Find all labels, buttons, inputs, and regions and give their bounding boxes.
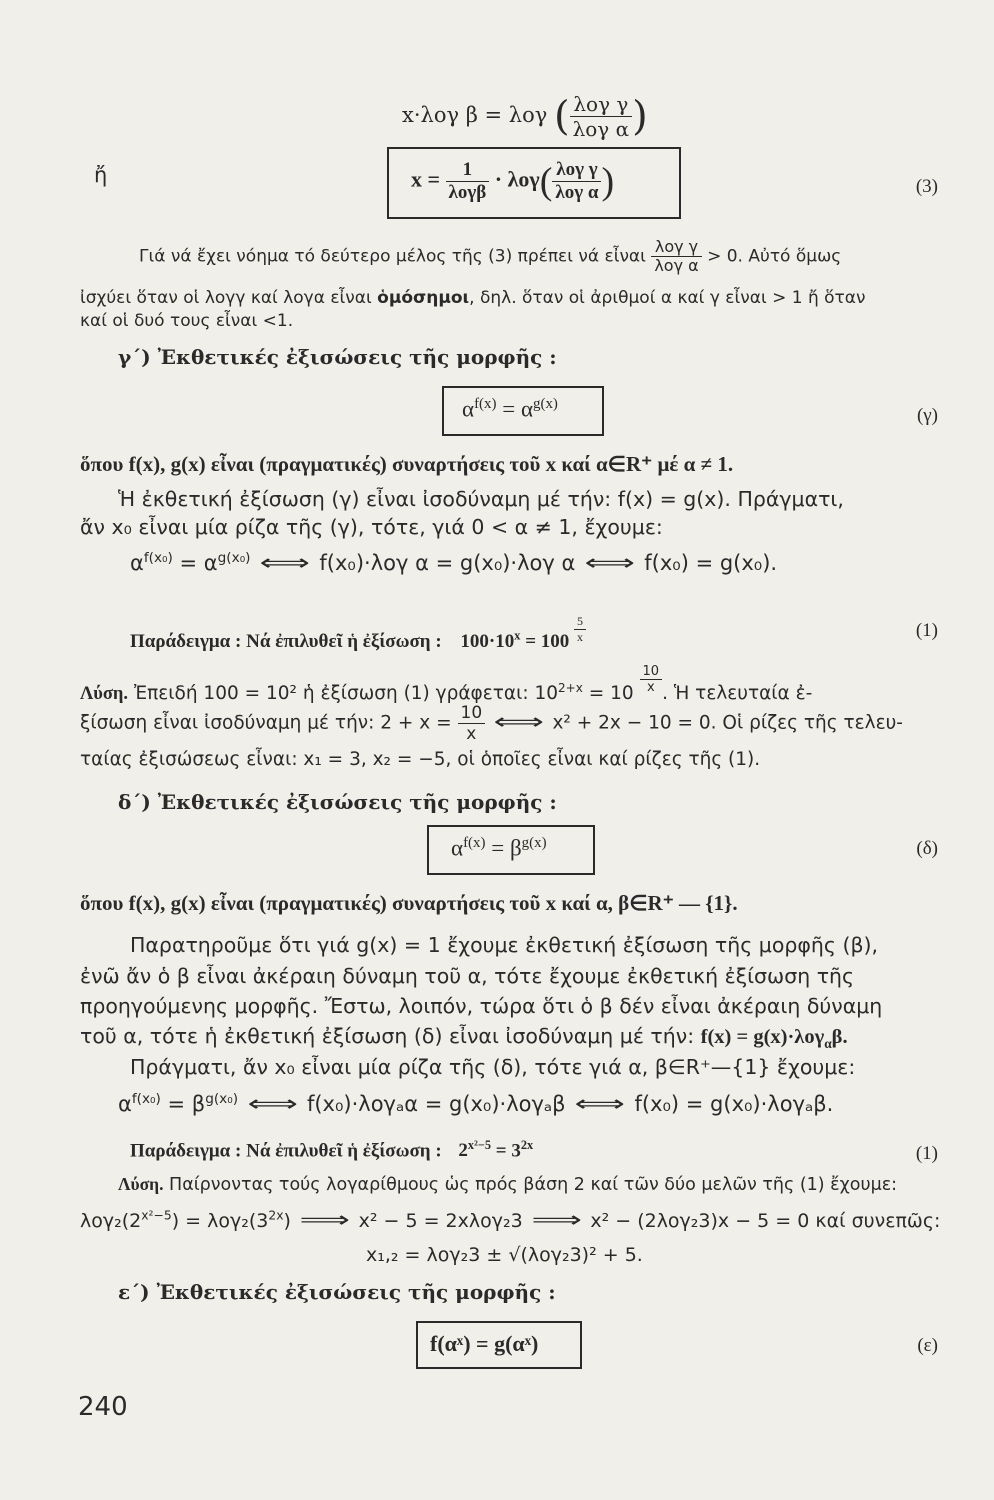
fraction-numerator: 10 [458,703,486,724]
solution-2b: ) = λογ₂(3 [171,1210,269,1232]
eq-d-exp2: g(x₀) [205,1091,239,1107]
top-equation-text: x·λογ β = λογ [402,103,548,127]
eq-g-exp2: g(x₀) [217,550,251,566]
section-g-solution-line-1 [80,664,812,705]
section-d-solution-line-2 [80,1208,940,1233]
equation-number-g: (γ) [916,405,938,426]
box-g-mid: = α [496,396,533,422]
fraction-numerator: λογ γ [570,92,633,117]
paragraph-1-line-3: καί οἱ δυό τους εἶναι <1. [80,311,294,331]
example-label: Παράδειγμα : [130,1140,242,1162]
box-d-exp2: g(x) [521,835,547,851]
fraction-denominator: x [646,680,655,695]
example-text: Νά ἐπιλυθεῖ ἡ ἐξίσωση : [246,1140,442,1162]
equivalence-arrow-icon: ⟺ [584,551,636,576]
solution-text-1: Ἐπειδή 100 = 10² ἡ ἐξίσωση (1) γράφεται: 10 [133,683,558,704]
fraction-numerator: λογ γ [651,238,701,257]
fraction-numerator: 10 [640,664,663,680]
example-rhs: = 100 [520,631,570,652]
section-e-title: ε΄) Ἐκθετικές ἐξισώσεις τῆς μορφῆς : [118,1280,556,1304]
solution-label: Λύση. [80,684,129,704]
solution-2a: λογ₂(2 [80,1210,142,1232]
para1-text-b: > 0. Αὐτό ὅμως [707,246,842,267]
para1-text-a: Γιά νά ἔχει νόημα τό δεύτερο μέλος τῆς (3) πρέπει νά εἶναι [139,246,646,267]
eq-d-base1: α [118,1092,132,1116]
section-d-paragraph-5: Πράγματι, ἄν x₀ εἶναι μία ρίζα τῆς (δ), τότε γιά α, β∈R⁺—{1} ἔχουμε: [130,1055,856,1079]
boxed3-lhs: x = [411,166,441,192]
example-base1: 2 [458,1140,468,1162]
eq-g-middle: f(x₀)·λογ α = g(x₀)·λογ α [319,551,576,575]
equation-number-e: (ε) [917,1335,938,1356]
section-d-paragraph-2: ἐνῶ ἄν ὁ β εἶναι ἀκέραιη δύναμη τοῦ α, τότε ἔχουμε ἐκθετική ἐξίσωση τῆς [80,964,855,988]
para1-text-d: , δηλ. ὅταν οἱ ἀριθμοί α καί γ εἶναι > 1 ἤ ὅταν [469,288,866,308]
equation-number-example-g: (1) [915,620,938,641]
para-d4-bold: f(x) = g(x)·λογ [700,1026,825,1048]
solution-2c: ) [283,1210,291,1232]
implies-arrow-icon: ⟹ [531,1208,582,1233]
equivalence-arrow-icon: ⟺ [574,1092,626,1117]
solution-2d: x² − 5 = 2xλογ₂3 [358,1210,523,1232]
box-d-base1: α [451,835,464,861]
section-d-paragraph-1: Παρατηροῦμε ὅτι γιά g(x) = 1 ἔχουμε ἐκθετική ἐξίσωση τῆς μορφῆς (β), [130,933,879,957]
section-d-example [130,1138,533,1162]
section-g-solution-line-3: ταίας ἐξισώσεως εἶναι: x₁ = 3, x₂ = −5, οἱ ὁποῖες εἶναι καί ρίζες τῆς (1). [80,749,761,770]
fraction-numerator: 1 [446,159,490,182]
section-d-solution-line-1 [118,1174,897,1195]
solution-text-2a: ξίσωση εἶναι ἰσοδύναμη μέ τήν: 2 + x = [80,712,452,734]
fraction-numerator: λογ γ [552,159,601,182]
box-d-exp1: f(x) [463,835,486,851]
eq-g-exp1: f(x₀) [143,550,173,566]
section-g-solution-line-2 [80,703,903,744]
eq-g-base1: α [130,551,144,575]
equation-number-d: (δ) [916,838,938,859]
implies-arrow-icon: ⟹ [299,1208,350,1233]
top-equation-fraction [570,92,633,141]
fraction-denominator: x [577,630,584,644]
solution-2-exp2: 2x [268,1208,284,1223]
box-g-base1: α [462,396,475,422]
paragraph-1-line-1 [139,238,841,275]
box-g-exp2: g(x) [533,396,558,412]
boxed3-fraction2 [552,159,601,204]
section-g-paragraph-1: Ἡ ἐκθετική ἐξίσωση (γ) εἶναι ἰσοδύναμη μέ τήν: f(x) = g(x). Πράγματι, [118,487,844,511]
para1-bold-word: ὁμόσημοι [377,288,470,308]
boxed3-fraction [446,159,490,204]
eq-d-mid: = β [160,1092,206,1116]
fraction-denominator: x [466,724,477,744]
eq-d-result: f(x₀) = g(x₀)·λογₐβ. [634,1092,834,1116]
example-exp1: x²−5 [467,1138,492,1152]
solution-label: Λύση. [118,1174,164,1194]
boxed-equation-3: x = $\frac{1}{\text{λογβ}}$ · λογ( $\frac{\text{λογ γ}}{\text{λογ α}}$ ) [387,147,681,219]
equivalence-arrow-icon: ⟺ [259,551,311,576]
equation-number-3: (3) [915,176,938,197]
boxed-equation-g [442,386,604,436]
section-d-solution-line-3: x₁,₂ = λογ₂3 ± √(λογ₂3)² + 5. [366,1244,643,1266]
solution-exp-1: 2+x [558,680,583,695]
section-d-equivalence [118,1091,833,1117]
para-d4-text: τοῦ α, τότε ἡ ἐκθετική ἐξίσωση (δ) εἶναι ἰσοδύναμη μέ τήν: [80,1024,695,1048]
equation-number-example-d: (1) [915,1143,938,1164]
para-d4-sub: α [824,1036,832,1052]
fraction-denominator: λογβ [448,182,487,203]
example-exponent: x [514,628,521,643]
section-d-where: ὅπου f(x), g(x) εἶναι (πραγματικές) συναρτήσεις τοῦ x καί α, β∈R⁺ — {1}. [80,891,738,915]
example-exp2: 2x [520,1138,534,1152]
or-word: ἤ [94,163,108,187]
eq-g-result: f(x₀) = g(x₀). [644,551,778,575]
solution-2e: x² − (2λογ₂3)x − 5 = 0 καί συνεπῶς: [590,1210,941,1232]
box-d-mid: = β [485,835,522,861]
eq-d-exp1: f(x₀) [131,1091,161,1107]
section-g-example [130,614,586,653]
fraction-denominator: λογ α [572,117,630,141]
eq-g-mid: = α [172,551,218,575]
boxed3-mid: · λογ [494,166,540,192]
solution-text-1: Παίρνοντας τούς λογαρίθμους ὡς πρός βάση 2 καί τῶν δύο μελῶν τῆς (1) ἔχουμε: [169,1175,898,1195]
equivalence-arrow-icon: ⟺ [247,1092,298,1117]
section-g-equivalence [130,550,777,576]
solution-fraction [458,703,486,744]
boxed-equation-d [427,825,595,875]
eq-d-middle: f(x₀)·λογₐα = g(x₀)·λογₐβ [306,1092,566,1116]
solution-end-1: . Ἡ τελευταία ἐ- [662,683,813,704]
section-d-title: δ΄) Ἐκθετικές ἐξισώσεις τῆς μορφῆς : [118,790,557,814]
solution-text-2b: x² + 2x − 10 = 0. Οἱ ρίζες τῆς τελευ- [552,712,903,734]
box-g-exp1: f(x) [474,396,497,412]
solution-2-exp1: x²−5 [141,1208,172,1223]
section-g-paragraph-2: ἄν x₀ εἶναι μία ρίζα τῆς (γ), τότε, γιά 0 < α ≠ 1, ἔχουμε: [80,515,663,539]
top-equation: x·λογ β = λογ ( $\frac{\text{λογ γ}}{\text{λογ α}}$ ) [402,92,648,141]
example-mid: = 3 [491,1140,521,1162]
boxed-equation-e [416,1321,582,1369]
section-g-where: ὅπου f(x), g(x) εἶναι (πραγματικές) συναρτήσεις τοῦ x καί α∈R⁺ μέ α ≠ 1. [80,452,734,476]
fraction-denominator: λογ α [654,256,699,275]
fraction-numerator: 5 [574,614,586,630]
example-text: Νά ἐπιλυθεῖ ἡ ἐξίσωση : [246,631,442,652]
box-e-text: f(αˣ) = g(αˣ) [430,1331,539,1356]
solution-exp-fraction [640,664,663,695]
section-d-paragraph-4 [80,1024,848,1052]
solution-mid-1: = 10 [582,683,634,704]
example-label: Παράδειγμα : [130,631,242,652]
para1-fraction [651,238,701,275]
equivalence-arrow-icon: ⟺ [493,709,545,735]
para1-text-c: ἰσχύει ὅταν οἱ λογγ καί λογα εἶναι [80,288,372,308]
page-number: 240 [78,1392,128,1422]
fraction-denominator: λογ α [555,182,599,203]
example-equation: 100·10 [460,631,515,652]
para-d4-end: β. [831,1026,848,1048]
section-d-paragraph-3: προηγούμενης μορφῆς. Ἔστω, λοιπόν, τώρα ὅτι ὁ β δέν εἶναι ἀκέραιη δύναμη [80,994,883,1018]
example-rhs-exponent [574,614,586,645]
section-g-title: γ΄) Ἐκθετικές ἐξισώσεις τῆς μορφῆς : [118,345,557,369]
